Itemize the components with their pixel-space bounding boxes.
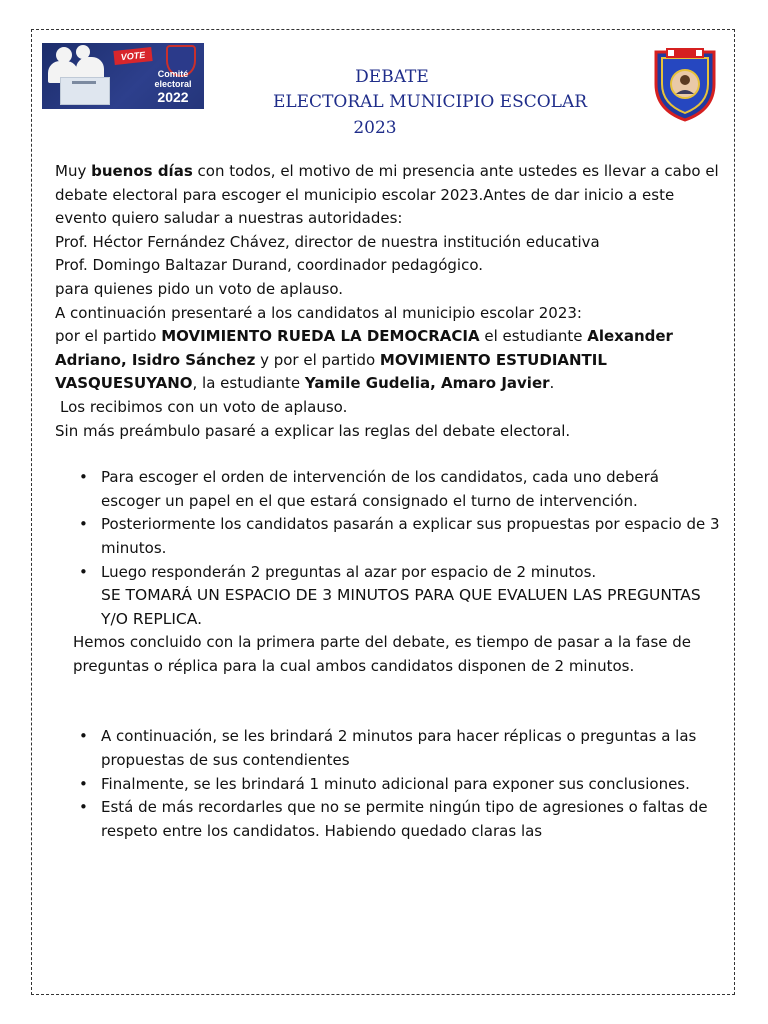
banner-year: 2022 <box>157 89 189 105</box>
list-item: • Está de más recordarles que no se permite ningún tipo de agresiones o faltas de respeto entre los candidatos. Habiendo quedado claras las <box>101 796 720 843</box>
candidates-1: Alexander Adriano, Isidro Sánchez <box>55 327 673 369</box>
party-2: MOVIMIENTO ESTUDIANTIL VASQUESUYANO <box>55 350 607 393</box>
candidates-intro: A continuación presentaré a los candidatos al municipio escolar 2023: <box>55 303 582 322</box>
list-item: • Luego responderán 2 preguntas al azar por espacio de 2 minutos. <box>101 561 720 585</box>
list-item: • Para escoger el orden de intervención de los candidatos, cada uno deberá escoger un papel en el que estará consignado el turno de intervención. <box>101 466 720 513</box>
applause-line-2: Los recibimos con un voto de aplauso. <box>60 397 348 416</box>
rules-intro: Sin más preámbulo pasaré a explicar las reglas del debate electoral. <box>55 421 571 440</box>
applause-line-1: para quienes pido un voto de aplauso. <box>55 279 343 298</box>
closing-paragraph: Hemos concluido con la primera parte del debate, es tiempo de pasar a la fase de preguntas o réplica para la cual ambos candidatos disponen de 2 minutos. <box>73 633 692 675</box>
document-body <box>55 160 720 843</box>
list-item: • Posteriormente los candidatos pasarán a explicar sus propuestas por espacio de 3 minutos. <box>101 513 720 560</box>
banner-committee-text: Comité electoral <box>154 69 192 89</box>
rules-list <box>55 466 720 584</box>
school-seal-icon <box>652 44 718 122</box>
party-1: MOVIMIENTO RUEDA LA DEMOCRACIA <box>161 327 480 346</box>
vote-label: VOTE <box>113 47 152 65</box>
greeting-bold: buenos días <box>91 162 193 180</box>
evaluation-notice: SE TOMARÁ UN ESPACIO DE 3 MINUTOS PARA QUE EVALUEN LAS PREGUNTAS Y/O REPLICA. <box>101 586 701 628</box>
authority-2: Prof. Domingo Baltazar Durand, coordinador pedagógico. <box>55 256 484 275</box>
title-line-3: 2023 <box>353 118 397 138</box>
candidates-2: Yamile Gudelia, Amaro Javier <box>304 374 550 393</box>
list-item: • Finalmente, se les brindará 1 minuto adicional para exponer sus conclusiones. <box>101 773 720 797</box>
list-item: • A continuación, se les brindará 2 minutos para hacer réplicas o preguntas a las propuestas de sus contendientes <box>101 725 720 772</box>
authority-1: Prof. Héctor Fernández Chávez, director de nuestra institución educativa <box>55 232 600 251</box>
rules-list-2 <box>55 725 720 843</box>
electoral-committee-banner <box>42 43 204 109</box>
intro-paragraph: Muy buenos días con todos, el motivo de mi presencia ante ustedes es llevar a cabo el debate electoral para escoger el municipio escolar 2023.Antes de dar inicio a este evento quiero saludar a nuestras autoridades: <box>55 162 719 228</box>
candidates-paragraph: por el partido MOVIMIENTO RUEDA LA DEMOCRACIA el estudiante Alexander Adriano, Isidro Sánchez y por el partido MOVIMIENTO ESTUDIANTIL VASQUESUYANO, la estudiante Yamile Gudelia, Amaro Javier. <box>55 327 673 393</box>
title-line-1: DEBATE <box>355 67 429 87</box>
title-line-2: ELECTORAL MUNICIPIO ESCOLAR <box>272 92 588 112</box>
